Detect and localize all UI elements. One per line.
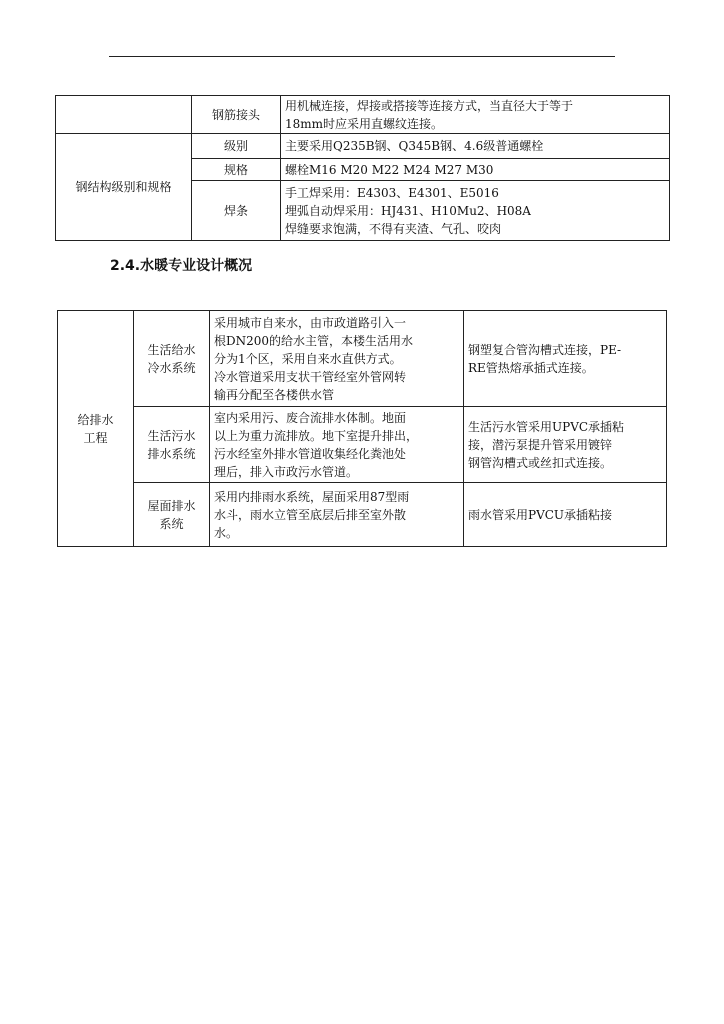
desc-line: 以上为重力流排放。地下室提升排出， (214, 428, 419, 443)
system-sewage (134, 407, 210, 483)
item-spec: 规格 (192, 159, 281, 181)
pipe-line: 钢塑复合管沟槽式连接，PE- (468, 342, 622, 357)
electrode-desc (281, 181, 670, 241)
table-row (58, 407, 667, 483)
system-line: 排水系统 (147, 446, 196, 461)
table-row (56, 134, 670, 159)
roof-drainage-desc (210, 483, 464, 547)
desc-line: 冷水管道采用支状干管经室外管网转 (214, 369, 407, 384)
system-line: 冷水系统 (147, 360, 196, 375)
grade-desc (281, 134, 670, 159)
desc-line: 采用城市自来水，由市政道路引入一 (214, 315, 407, 330)
desc-line: 用机械连接，焊接或搭接等连接方式，当直径大于等于 (285, 98, 574, 113)
pipe-line: RE管热熔承插式连接。 (468, 360, 594, 375)
steel-spec-table (55, 95, 670, 241)
desc-line: 输再分配至各楼供水管 (214, 387, 335, 402)
group-steel-structure: 钢结构级别和规格 (56, 134, 192, 241)
desc-line: 18mm时应采用直螺纹连接。 (285, 116, 444, 131)
item-grade: 级别 (192, 134, 281, 159)
system-line: 生活污水 (147, 428, 196, 443)
desc-line: 手工焊采用：E4303、E4301、E5016 (285, 185, 499, 200)
desc-line: 理后，排入市政污水管道。 (214, 464, 359, 479)
pipe-line: 接，潜污泵提升管采用镀锌 (468, 437, 613, 452)
header-rule (109, 56, 615, 57)
group-line: 给排水 (77, 412, 114, 427)
group-plumbing (58, 311, 134, 547)
pipe-line: 雨水管采用PVCU承插粘接 (468, 507, 613, 522)
spec-desc (281, 159, 670, 181)
desc-line: 焊缝要求饱满，不得有夹渣、气孔、咬肉 (285, 221, 502, 236)
system-line: 屋面排水 (147, 498, 196, 513)
desc-line: 水。 (214, 525, 239, 540)
system-line: 生活给水 (147, 342, 196, 357)
system-line: 系统 (159, 516, 184, 531)
desc-line: 螺栓M16 M20 M22 M24 M27 M30 (285, 162, 494, 177)
desc-line: 分为1个区，采用自来水直供方式。 (214, 351, 402, 366)
desc-line: 采用内排雨水系统，屋面采用87型雨 (214, 489, 410, 504)
desc-line: 水斗，雨水立管至底层后排至室外散 (214, 507, 407, 522)
table-row (58, 483, 667, 547)
table-row (56, 96, 670, 134)
desc-line: 主要采用Q235B钢、Q345B钢、4.6级普通螺栓 (285, 139, 544, 153)
pipe-line: 钢管沟槽式或丝扣式连接。 (468, 455, 613, 470)
pipe-line: 生活污水管采用UPVC承插粘 (468, 419, 625, 434)
group-line: 工程 (83, 430, 108, 445)
roof-drainage-pipe (464, 483, 667, 547)
desc-line: 根DN200的给水主管，本楼生活用水 (214, 333, 414, 348)
rebar-joint-desc (281, 96, 670, 134)
desc-line: 室内采用污、废合流排水体制。地面 (214, 410, 407, 425)
section-heading: 2.4.水暖专业设计概况 (110, 258, 253, 274)
table-row (58, 311, 667, 407)
desc-line: 埋弧自动焊采用：HJ431、H10Mu2、H08A (285, 203, 531, 218)
item-electrode: 焊条 (192, 181, 281, 241)
desc-line: 污水经室外排水管道收集经化粪池处 (214, 446, 407, 461)
item-rebar-joint: 钢筋接头 (192, 96, 281, 134)
water-supply-pipe (464, 311, 667, 407)
empty-cell (56, 96, 192, 134)
plumbing-table (57, 310, 667, 547)
sewage-pipe (464, 407, 667, 483)
water-supply-desc (210, 311, 464, 407)
system-roof-drainage (134, 483, 210, 547)
sewage-desc (210, 407, 464, 483)
system-water-supply (134, 311, 210, 407)
